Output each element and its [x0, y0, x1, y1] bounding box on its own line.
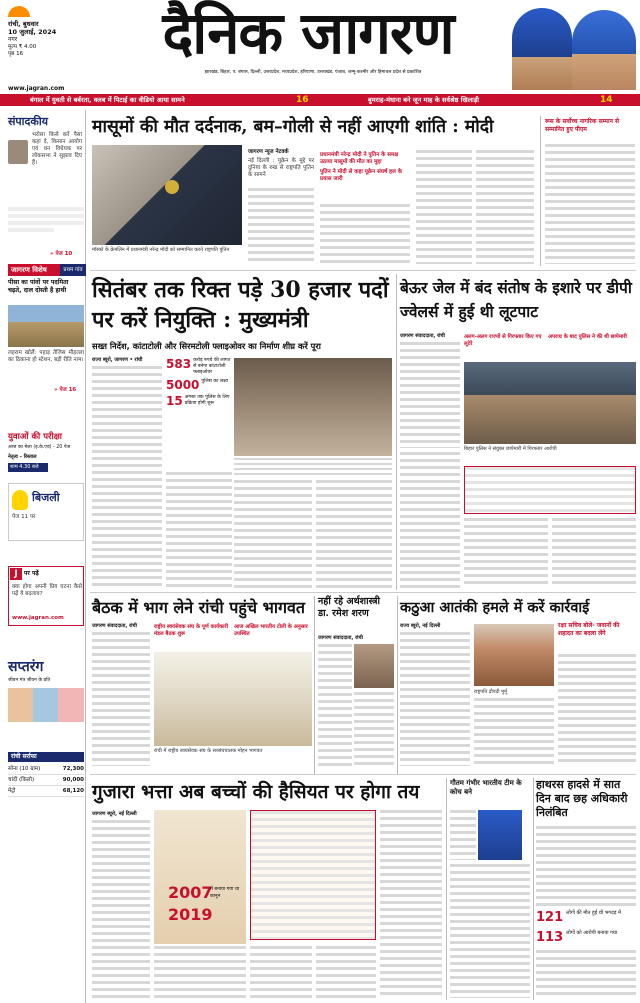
story4-byline: जागरण संवाददाता, रांची — [92, 623, 137, 629]
story3-box: अलग-अलग राज्यों से गिरफ्तार किए गए लूटेरे — [464, 334, 542, 347]
story6-col2 — [474, 698, 554, 766]
story2-headline[interactable]: सितंबर तक रिक्त पड़े 30 हजार पदों पर करें नियुक्ति : मुख्यमंत्री — [92, 277, 389, 333]
story3-col2 — [400, 452, 460, 588]
story3-caption: बिहार पुलिस ने संयुक्त छापेमारी में गिरफ्तार आरोपी — [464, 446, 557, 452]
website[interactable]: www.jagran.com — [8, 85, 65, 92]
story7-col5 — [380, 810, 442, 998]
story9-stat1 — [536, 910, 636, 928]
story6-col1 — [400, 632, 470, 766]
story4-caption: रांची में राष्ट्रीय स्वयंसेवक संघ के सरसंघचालक मोहन भागवत — [154, 748, 263, 754]
story7-col4 — [316, 946, 376, 998]
market-row — [8, 764, 84, 775]
lead-body-col1 — [248, 188, 314, 264]
market-value: 72,300 — [62, 766, 84, 772]
price: मूल्य ₹ 4.00 — [8, 44, 37, 50]
teaser-right[interactable]: बुमराह-मंधाना बने जून माह के सर्वश्रेष्ठ खिलाड़ी — [368, 96, 479, 104]
story8-photo — [478, 810, 522, 860]
pariksha-item2: शाम 4.30 बजे — [8, 463, 48, 472]
teaser-left[interactable]: बंगाल में युवती से बर्बरता, क्लब में पिटाई का वीडियो आया सामने — [30, 96, 185, 104]
lead-headline[interactable]: मासूमों की मौत दर्दनाक, बम–गोली से नहीं आएगी शांति : मोदी — [92, 117, 494, 137]
bulb-icon — [12, 490, 28, 510]
lead-photo-medal-icon — [165, 180, 179, 194]
story2-col3 — [234, 480, 312, 588]
teaser-right-page: 14 — [600, 95, 613, 105]
story6-photo — [474, 624, 554, 686]
jagran-j-icon: J — [10, 568, 22, 580]
bijli-text: पेज 11 पर — [12, 514, 36, 520]
jagran-com-text: पर पढ़ें — [24, 570, 39, 577]
stat-15: 15 — [166, 394, 183, 408]
lead-body-col2 — [320, 204, 410, 264]
editorial-item: भरोसा किसे करें पैसा कहां दे, किसान आयोग एवं धन विधेयक पर लोकसभा ने सुझाव दिए हैं। — [32, 132, 82, 166]
story7-col3 — [250, 946, 312, 998]
pariksha-item1: नेतृत्व – रिस्ताल — [8, 454, 37, 460]
lead-body-col4 — [476, 150, 534, 264]
editorial-avatar — [8, 140, 28, 164]
story2-stats — [166, 358, 232, 468]
story3-col3 — [464, 518, 548, 588]
saptrang-title: सप्तरंग — [8, 659, 44, 675]
story3-col4 — [552, 518, 636, 588]
lead-points — [320, 152, 410, 202]
story3-col1 — [400, 342, 460, 448]
story3-photo — [464, 362, 636, 444]
lead-point-1: प्रधानमंत्री नरेन्द्र मोदी ने पुतिन के समक्ष उठाया मासूमों की मौत का मुद्दा — [320, 152, 399, 165]
stat-121-label: लोगों की मौत हुई थी भगदड़ में — [566, 910, 621, 916]
story3-divider — [396, 274, 397, 590]
story8-col2 — [450, 864, 530, 998]
story7-year2: 2019 — [168, 905, 213, 924]
story3-side-box — [464, 466, 636, 514]
lead-photo — [92, 145, 242, 245]
story7-byline: जागरण ब्यूरो, नई दिल्ली — [92, 811, 137, 817]
story3-headline[interactable]: बेऊर जेल में बंद संतोष के इशारे पर डीपी ज्वेलर्स में हुई थी लूटपाट — [400, 278, 632, 321]
story2-sub: सख्त निर्देश, कांटाटोली और सिरमटोली फ्लाइओवर का निर्माण शीघ्र करें पूरा — [92, 341, 321, 351]
story3-box2: अपराध के बाद पुलिस ने की थी छापेमारी — [548, 334, 627, 340]
market-table — [8, 764, 84, 810]
story7-col2 — [154, 946, 246, 998]
story5-headline[interactable]: नहीं रहे अर्थशास्त्री डा. रमेश शरण — [318, 596, 380, 619]
story9-stat2 — [536, 930, 636, 948]
market-value: 90,000 — [62, 777, 84, 783]
edition-city: नगर — [8, 36, 18, 43]
teaser-left-page: 16 — [296, 95, 309, 105]
lead-box-title: रूस के सर्वोच्च नागरिक सम्मान से सम्मानित हुए पीएम — [545, 118, 620, 133]
story9-col — [536, 826, 636, 906]
masthead-left — [8, 6, 68, 76]
newspaper-title: दैनिक जागरण — [162, 0, 454, 67]
story2-col4 — [316, 480, 392, 588]
cricketer-photo-1 — [512, 8, 572, 90]
story7-headline[interactable]: गुजारा भत्ता अब बच्चों की हैसियत पर होगा तय — [92, 781, 420, 803]
vishesh-caption: लहराम खोलैं: पहाड़ तेजिस मौहल्ला का ठिकाना हो स्टेशन, बड़ी रीति नाम। — [8, 350, 84, 363]
stat-5000: 5000 — [166, 378, 200, 392]
market-value: 68,120 — [62, 788, 84, 794]
story7-highlight-box — [250, 810, 376, 940]
bijli-title: बिजली — [32, 491, 60, 504]
story5-col2 — [354, 692, 394, 766]
saptrang-tag: जीवन मंत्र जीवन के प्रति — [8, 678, 51, 683]
story5-col1 — [318, 644, 352, 766]
stat-15-label: अगस्त तक पुलिस के लिए प्रक्रिया होगी शुरू — [184, 395, 230, 406]
story4-divider — [314, 596, 315, 774]
stat-583-label: करोड़ रुपये की लागत से बनेगा कांटाटोली फ्लाइओवर — [193, 358, 231, 375]
story5-byline: जागरण संवाददाता, रांची — [318, 635, 363, 641]
logo-icon — [8, 6, 30, 17]
edition-date: रांची, बुधवार 10 जुलाई, 2024 — [8, 20, 57, 36]
story7-year1: 2007 — [168, 883, 213, 902]
story2-byline: राज्य ब्यूरो, जागरण • रांची — [92, 357, 143, 363]
vishesh-photo — [8, 305, 84, 347]
market-label: चांदी (किलो) — [8, 777, 35, 783]
market-label: मेट्रो — [8, 788, 16, 794]
story4-col1 — [92, 632, 150, 766]
lead-point-2: पुतिन ने मोदी से कहा यूक्रेन संघर्ष हल के प्रयास जारी — [320, 169, 402, 182]
jagran-com-promo: क्या होगा अपनी प्रिय घटना कैसे पढ़ें ये बदलाव? — [12, 584, 82, 597]
story6-caption: राष्ट्रपति द्रौपदी मुर्मू — [474, 689, 508, 695]
story2-photo-caption — [234, 458, 392, 476]
market-label: सोना (10 ग्राम) — [8, 766, 41, 772]
vishesh-headline[interactable]: पीसा का पांवों पर पदमिता चढ़ते, दाल दोस्ती है हाथी — [8, 279, 69, 294]
stat-113: 113 — [536, 930, 564, 945]
market-row — [8, 786, 84, 797]
market-heading: रांची सर्राफा — [8, 752, 84, 762]
story6-headline[interactable]: कठुआ आतंकी हमले में करें कार्रवाई — [400, 599, 590, 616]
vishesh-tag2: प्रथम गांव — [60, 264, 86, 276]
story8-divider — [446, 778, 447, 1000]
story9-headline[interactable]: हाथरस हादसे में सात दिन बाद छह अधिकारी निलंबित — [536, 778, 628, 819]
editorial-more[interactable]: » पेज 10 — [50, 251, 73, 257]
story6-col3 — [558, 654, 636, 766]
lead-photo-caption: मॉस्को के क्रेमलिन में प्रधानमंत्री नरेन्द्र मोदी को सम्मानित करते राष्ट्रपति पुतिन — [92, 247, 230, 253]
vishesh-tag: जागरण विशेष — [8, 264, 60, 276]
story9-col2 — [536, 950, 636, 998]
stat-121: 121 — [536, 910, 564, 925]
edition-list: झारखंड, बिहार, प. बंगाल, दिल्ली, उत्तरप्रदेश, मध्यप्रदेश, हरियाणा, उत्तराखंड, पंजाब, जम्मू-कश्मीर और हिमाचल प्रदेश से प्रकाशित — [204, 70, 422, 75]
market-row — [8, 775, 84, 786]
story3-byline: जागरण संवाददाता, रांची — [400, 333, 445, 339]
story9-divider — [533, 778, 534, 1000]
story4-bullet2: आज अखिल भारतीय टोली के अनुसार उपस्थित — [234, 624, 308, 637]
saptrang-images — [8, 688, 84, 722]
stat-5000-label: पुलिस का लक्ष्य — [201, 379, 229, 384]
pariksha-tag: युवाओं की परीक्षा — [8, 432, 62, 442]
story4-bullet1: राष्ट्रीय स्वयंसेवक संघ के पूर्ण कार्यकारी मंडल बैठक शुरू — [154, 624, 229, 637]
stat-583: 583 — [166, 357, 192, 371]
story4-photo — [154, 652, 312, 746]
story2-col2 — [166, 472, 232, 588]
story7-year-text: में बनाया गया था कानून — [210, 887, 240, 899]
lead-body-col3 — [416, 150, 472, 264]
story2-photo — [234, 358, 392, 456]
editorial-filler — [8, 204, 84, 250]
page-count: पृष्ठ 16 — [8, 51, 24, 57]
story4-headline[interactable]: बैठक में भाग लेने रांची पहुंचे भागवत — [92, 598, 305, 617]
story5-divider — [397, 596, 398, 774]
story2-col1 — [92, 366, 162, 588]
lead-byline: जागरण न्यूज नेटवर्क — [248, 149, 289, 155]
story8-headline[interactable]: गौतम गंभीर भारतीय टीम के कोच बने — [450, 778, 522, 796]
story6-side: रक्षा सचिव बोले- जवानों की शहादत का बदला लेंगे — [558, 622, 620, 637]
story6-byline: राज्य ब्यूरो, नई दिल्ली — [400, 623, 441, 629]
jagran-com-link[interactable]: www.jagran.com — [12, 615, 64, 621]
story5-photo — [354, 644, 394, 688]
story7-col1 — [92, 820, 150, 998]
cricketer-photo-2 — [572, 10, 636, 90]
lead-box-body — [545, 144, 635, 264]
editorial-heading: संपादकीय — [8, 115, 49, 128]
story8-col — [450, 810, 476, 860]
lead-dateline: नई दिल्ली : यूक्रेन के मुद्दे पर दुनिया के रुख से राष्ट्रपति पुतिन के सामने — [248, 158, 314, 178]
stat-113-label: लोगों को आरोपी बनाया गया — [566, 930, 618, 936]
pariksha-sub: आज का मेला (इ.के.एवं) - 20 पेज — [8, 445, 71, 450]
vishesh-more[interactable]: » पेज 16 — [54, 387, 77, 393]
